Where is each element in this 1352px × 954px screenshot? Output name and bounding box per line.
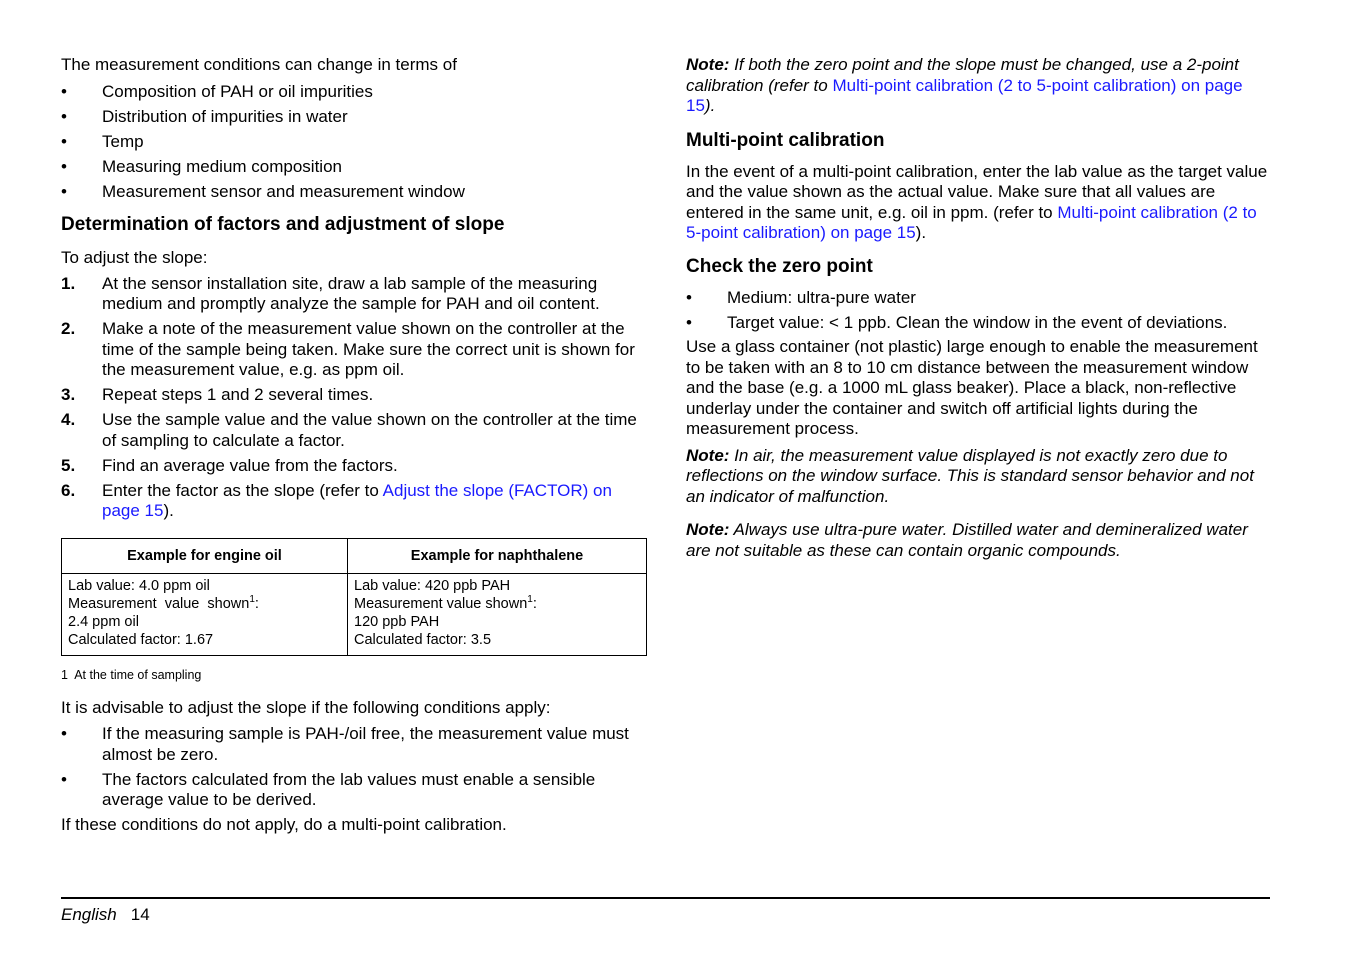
step-item bbox=[61, 274, 647, 315]
step-number: 3. bbox=[61, 385, 76, 404]
step-number: 1. bbox=[61, 273, 76, 293]
list-item-text: Target value: < 1 ppb. Clean the window in the event of deviations. bbox=[727, 312, 1228, 332]
step-number: 4. bbox=[61, 410, 76, 429]
list-item bbox=[61, 132, 647, 153]
steps-list bbox=[61, 274, 647, 522]
paragraph-text-after: ). bbox=[915, 223, 927, 242]
list-item-text: Composition of PAH or oil impurities bbox=[102, 81, 373, 101]
note-ultra-pure-water bbox=[686, 520, 1271, 561]
step-text: Repeat steps 1 and 2 several times. bbox=[102, 385, 374, 404]
calculated-factor: Calculated factor: 3.5 bbox=[354, 631, 492, 648]
step-number: 6. bbox=[61, 480, 76, 500]
calculated-factor: Calculated factor: 1.67 bbox=[68, 631, 214, 648]
list-item bbox=[686, 313, 1271, 334]
closing-text: If these conditions do not apply, do a multi-point calibration. bbox=[61, 814, 507, 834]
step-text: At the sensor installation site, draw a lab sample of the measuring medium and promptly analyze the sample for PAH and oil content. bbox=[102, 273, 600, 313]
measurement-value-label bbox=[354, 595, 640, 613]
measurement-value: 120 ppb PAH bbox=[354, 613, 440, 630]
step-text: Make a note of the measurement value shown on the controller at the time of the sample being taken. Make sure the correct unit is shown for the measurement value, e.g. as ppm oil. bbox=[102, 319, 635, 379]
note-text: Always use ultra-pure water. Distilled water and demineralized water are not suitable as these can contain organic compounds. bbox=[686, 520, 1248, 560]
section-heading-zero-point: Check the zero point bbox=[686, 255, 873, 277]
list-item-text: If the measuring sample is PAH-/oil free, the measurement value must almost be zero. bbox=[102, 724, 629, 764]
step-text: Find an average value from the factors. bbox=[102, 455, 398, 475]
footer-language: English bbox=[61, 905, 117, 924]
zero-point-list bbox=[686, 288, 1271, 334]
steps-intro: To adjust the slope: bbox=[61, 248, 208, 267]
colon: : bbox=[532, 595, 537, 612]
bullet-mark: • bbox=[61, 81, 67, 101]
step-item bbox=[61, 385, 647, 406]
colon: : bbox=[254, 595, 259, 612]
lab-value: Lab value: 4.0 ppm oil bbox=[68, 577, 210, 594]
naphthalene-cell bbox=[348, 573, 647, 655]
bullet-mark: • bbox=[61, 181, 67, 201]
advisable-list bbox=[61, 724, 647, 811]
advisable-text: It is advisable to adjust the slope if the following conditions apply: bbox=[61, 697, 551, 717]
list-item-text: Distribution of impurities in water bbox=[102, 106, 348, 126]
bullet-mark: • bbox=[686, 312, 692, 332]
step-item bbox=[61, 410, 647, 451]
note-label: Note: bbox=[686, 445, 730, 465]
measurement-label-text: Measurement value shown bbox=[354, 595, 528, 612]
list-item-text: The factors calculated from the lab values must enable a sensible average value to be derived. bbox=[102, 769, 596, 809]
footnote-ref: 1 bbox=[249, 593, 255, 605]
page-footer bbox=[61, 905, 150, 925]
list-item-text: Medium: ultra-pure water bbox=[727, 287, 916, 307]
engine-oil-cell bbox=[62, 573, 348, 655]
section-heading-multipoint: Multi-point calibration bbox=[686, 129, 885, 151]
note-label: Note: bbox=[686, 520, 730, 539]
list-item-text: Measurement sensor and measurement window bbox=[102, 181, 465, 201]
footer-rule bbox=[61, 897, 1270, 899]
step-item bbox=[61, 481, 647, 522]
note-text: If both the zero point and the slope must be changed, use a 2-point calibration (refer to bbox=[686, 55, 1239, 95]
intro-text: The measurement conditions can change in terms of bbox=[61, 55, 457, 74]
list-item-text: Measuring medium composition bbox=[102, 156, 342, 176]
step-number: 2. bbox=[61, 319, 76, 338]
table-header-naphthalene: Example for naphthalene bbox=[348, 538, 647, 573]
container-paragraph: Use a glass container (not plastic) large enough to enable the measurement to be taken with an 8 to 10 cm distance between the measurement window and the base (e.g. a 1000 mL glass beaker). Place a black, non-reflective underlay under the container and switch off artificial lights during the measurement process. bbox=[686, 337, 1258, 438]
list-item bbox=[61, 770, 647, 811]
section-heading: Determination of factors and adjustment of slope bbox=[61, 214, 505, 235]
bullet-mark: • bbox=[61, 106, 67, 126]
multi-point-link[interactable]: Multi-point calibration (2 to 5-point calibration) on page 15 bbox=[686, 75, 1243, 115]
page-number: 14 bbox=[130, 905, 150, 924]
measurement-value: 2.4 ppm oil bbox=[68, 613, 139, 630]
multi-point-link[interactable]: Multi-point calibration (2 to 5-point calibration) on page 15 bbox=[686, 202, 1257, 242]
left-column bbox=[61, 55, 647, 835]
step-item bbox=[61, 319, 647, 381]
note-in-air bbox=[686, 446, 1271, 508]
list-item bbox=[61, 82, 647, 103]
step-item bbox=[61, 456, 647, 477]
table-footnote: 1 At the time of sampling bbox=[61, 667, 202, 682]
measurement-label-text: Measurement value shown bbox=[68, 595, 250, 612]
conditions-list bbox=[61, 82, 647, 203]
table-header-row bbox=[62, 538, 647, 573]
list-item bbox=[686, 288, 1271, 309]
adjust-slope-link[interactable]: Adjust the slope (FACTOR) on page 15 bbox=[102, 480, 612, 520]
bullet-mark: • bbox=[61, 769, 67, 789]
note-two-point bbox=[686, 55, 1271, 117]
step-text-before: Enter the factor as the slope (refer to bbox=[102, 480, 383, 500]
table-row bbox=[62, 573, 647, 655]
list-item bbox=[61, 107, 647, 128]
note-text: In air, the measurement value displayed is not exactly zero due to reflections on the window surface. This is standard sensor behavior and not an indicator of malfunction. bbox=[686, 445, 1254, 506]
step-text: Use the sample value and the value shown on the controller at the time of sampling to calculate a factor. bbox=[102, 410, 637, 450]
list-item-text: Temp bbox=[102, 131, 144, 151]
bullet-mark: • bbox=[61, 156, 67, 176]
step-text bbox=[102, 481, 647, 522]
bullet-mark: • bbox=[686, 287, 692, 307]
step-number: 5. bbox=[61, 455, 76, 475]
bullet-mark: • bbox=[61, 724, 67, 743]
bullet-mark: • bbox=[61, 131, 67, 151]
list-item bbox=[61, 724, 647, 765]
examples-table bbox=[61, 538, 647, 656]
paragraph-text: In the event of a multi-point calibration, enter the lab value as the target value and the value shown as the actual value. Make sure that all values are entered in the same unit, e.g. oil in ppm. (refer to bbox=[686, 161, 1268, 222]
right-column bbox=[686, 55, 1271, 561]
list-item bbox=[61, 182, 647, 203]
measurement-value-label bbox=[68, 595, 341, 613]
footnote-ref: 1 bbox=[527, 593, 533, 605]
step-text-after: ). bbox=[163, 501, 174, 520]
note-text-after: ). bbox=[704, 96, 716, 115]
lab-value: Lab value: 420 ppb PAH bbox=[354, 577, 511, 594]
note-label: Note: bbox=[686, 55, 730, 74]
table-header-engine-oil: Example for engine oil bbox=[62, 538, 348, 573]
list-item bbox=[61, 157, 647, 178]
multipoint-paragraph bbox=[686, 162, 1271, 244]
